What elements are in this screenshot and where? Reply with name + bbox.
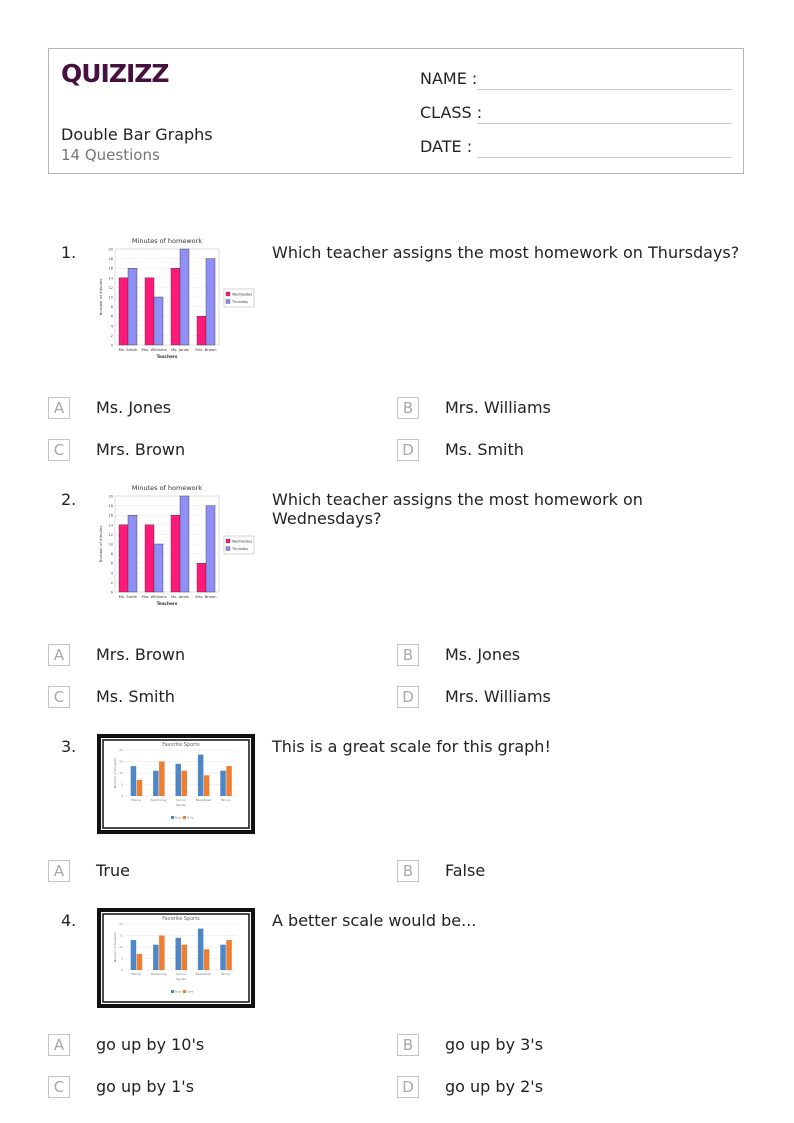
question-number: 1. [61,243,77,262]
option-text: go up by 2's [445,1077,544,1096]
bar [182,771,188,796]
x-tick-label: Swimming [150,972,167,976]
y-tick-label: 20 [108,494,113,499]
worksheet-title: Double Bar Graphs [61,125,213,144]
question-number: 2. [61,490,77,509]
bar [171,268,180,345]
bar [220,945,226,970]
bar [198,755,204,796]
option-letter: D [397,686,419,708]
y-tick-label: 6 [110,314,113,319]
bar [131,940,137,970]
option-letter: A [48,860,70,882]
homework-chart [97,235,257,365]
x-tick-label: Basketball [195,972,212,976]
y-tick-label: 18 [108,257,113,262]
y-tick-label: 0 [121,794,123,799]
chart-title: Favorite Sports [162,916,200,922]
x-tick-label: Mrs. Brown [195,594,217,599]
x-tick-label: Soccer [175,972,187,976]
option-text: True [96,861,130,880]
class-line [477,123,732,124]
bar [176,938,182,970]
x-tick-label: Mrs. Williams [141,594,167,599]
y-tick-label: 20 [119,748,123,753]
bar [145,525,154,592]
y-axis-label: Number of Students [113,931,117,963]
y-tick-label: 12 [108,532,113,537]
legend-swatch [226,292,230,296]
y-tick-label: 14 [108,276,113,281]
bar [197,316,206,345]
bar [226,766,232,796]
x-tick-label: Biking [131,972,141,976]
y-axis-label: Number of minutes [98,278,103,316]
bar [131,766,137,796]
y-tick-label: 12 [108,285,113,290]
y-tick-label: 16 [108,513,113,518]
y-tick-label: 4 [110,324,113,329]
option-letter: D [397,439,419,461]
name-line [477,89,732,90]
bar [159,762,165,797]
y-tick-label: 20 [119,922,123,927]
x-tick-label: Ms. Jones [171,347,189,352]
legend-label: Wednesday [232,539,253,544]
legend-label: Boys [175,989,182,994]
x-tick-label: Ms. Jones [171,594,189,599]
chart-title: Minutes of homework [131,237,203,245]
x-tick-label: Mrs. Brown [195,347,217,352]
question-count: 14 Questions [61,146,160,164]
bar [137,780,143,796]
bar [182,945,188,970]
question-text: Which teacher assigns the most homework on Wednesdays? [272,490,643,528]
question-text: This is a great scale for this graph! [272,737,551,756]
option-letter: A [48,644,70,666]
worksheet-header [48,48,744,174]
bar [137,954,143,970]
x-tick-label: Swimming [150,798,167,802]
x-tick-label: Ms. Smith [118,594,138,599]
legend-swatch [183,816,186,819]
y-axis-label: Number of minutes [98,525,103,563]
option-text: Ms. Smith [96,687,175,706]
bar [198,929,204,970]
y-tick-label: 10 [119,945,123,950]
bar [204,949,210,970]
option-letter: C [48,1076,70,1098]
legend-label: Thursday [232,547,249,551]
y-tick-label: 16 [108,266,113,271]
bar [154,297,163,345]
bar [180,249,189,345]
bar [128,268,137,345]
option-letter: D [397,1076,419,1098]
x-tick-label: Ms. Smith [118,347,138,352]
x-tick-label: Mrs. Williams [141,347,167,352]
x-axis-label: Sports [176,977,186,981]
option-text: Ms. Smith [445,440,524,459]
x-axis-label: Teachers [156,601,178,606]
bar [220,771,226,796]
legend-swatch [171,990,174,993]
homework-chart [97,482,257,612]
x-tick-label: Tennis [221,798,231,802]
legend-label: Wednesday [232,292,253,297]
legend-label: Boys [175,815,182,820]
legend-label: Girls [187,989,194,994]
bar [159,936,165,971]
legend-swatch [183,990,186,993]
y-tick-label: 10 [108,542,113,547]
option-text: False [445,861,486,880]
option-text: go up by 3's [445,1035,544,1054]
y-tick-label: 14 [108,523,113,528]
date-label: DATE : [420,137,473,156]
name-label: NAME : [420,69,478,88]
bar [153,945,159,970]
bar [204,775,210,796]
question-text: Which teacher assigns the most homework on Thursdays? [272,243,740,262]
option-letter: B [397,397,419,419]
question-number: 4. [61,911,77,930]
y-tick-label: 20 [108,247,113,252]
y-tick-label: 8 [110,305,113,310]
x-tick-label: Soccer [175,798,187,802]
x-tick-label: Tennis [221,972,231,976]
option-text: go up by 1's [96,1077,195,1096]
y-tick-label: 10 [119,771,123,776]
y-axis-label: Number of Students [113,757,117,789]
y-tick-label: 15 [119,933,123,938]
bar [206,506,215,592]
option-letter: B [397,644,419,666]
option-text: Ms. Jones [96,398,172,417]
quizizz-logo: QUIZIZZ [61,59,169,88]
option-letter: B [397,860,419,882]
legend-swatch [226,539,230,543]
y-tick-label: 5 [121,782,123,787]
y-tick-label: 0 [110,590,113,595]
bar [153,771,159,796]
bar [176,764,182,796]
bar [119,525,128,592]
legend-swatch [226,300,230,304]
option-letter: C [48,439,70,461]
y-tick-label: 0 [110,343,113,348]
y-tick-label: 2 [110,580,113,585]
option-text: Ms. Jones [445,645,521,664]
y-tick-label: 10 [108,295,113,300]
x-tick-label: Biking [131,798,141,802]
question-number: 3. [61,737,77,756]
option-letter: C [48,686,70,708]
bar [206,259,215,345]
y-tick-label: 0 [121,968,123,973]
option-text: Mrs. Williams [445,687,551,706]
sports-chart [97,734,255,834]
x-axis-label: Sports [176,803,186,807]
y-tick-label: 6 [110,561,113,566]
x-tick-label: Basketball [195,798,212,802]
y-tick-label: 5 [121,956,123,961]
bar [128,515,137,592]
bar [154,544,163,592]
option-text: go up by 10's [96,1035,205,1054]
y-tick-label: 8 [110,552,113,557]
y-tick-label: 2 [110,333,113,338]
question-text: A better scale would be... [272,911,477,930]
chart-title: Favorite Sports [162,742,200,748]
date-line [477,157,732,158]
chart-title: Minutes of homework [131,484,203,492]
option-letter: A [48,1034,70,1056]
y-tick-label: 15 [119,759,123,764]
sports-chart [97,908,255,1008]
y-tick-label: 18 [108,504,113,509]
option-letter: A [48,397,70,419]
bar [171,515,180,592]
option-text: Mrs. Brown [96,645,186,664]
legend-swatch [171,816,174,819]
legend-label: Thursday [232,300,249,304]
legend-label: Girls [187,815,194,820]
bar [180,496,189,592]
x-axis-label: Teachers [156,354,178,359]
legend-swatch [226,547,230,551]
bar [226,940,232,970]
bar [119,278,128,345]
bar [197,563,206,592]
bar [145,278,154,345]
option-text: Mrs. Williams [445,398,551,417]
option-letter: B [397,1034,419,1056]
class-label: CLASS : [420,103,483,122]
y-tick-label: 4 [110,571,113,576]
option-text: Mrs. Brown [96,440,186,459]
